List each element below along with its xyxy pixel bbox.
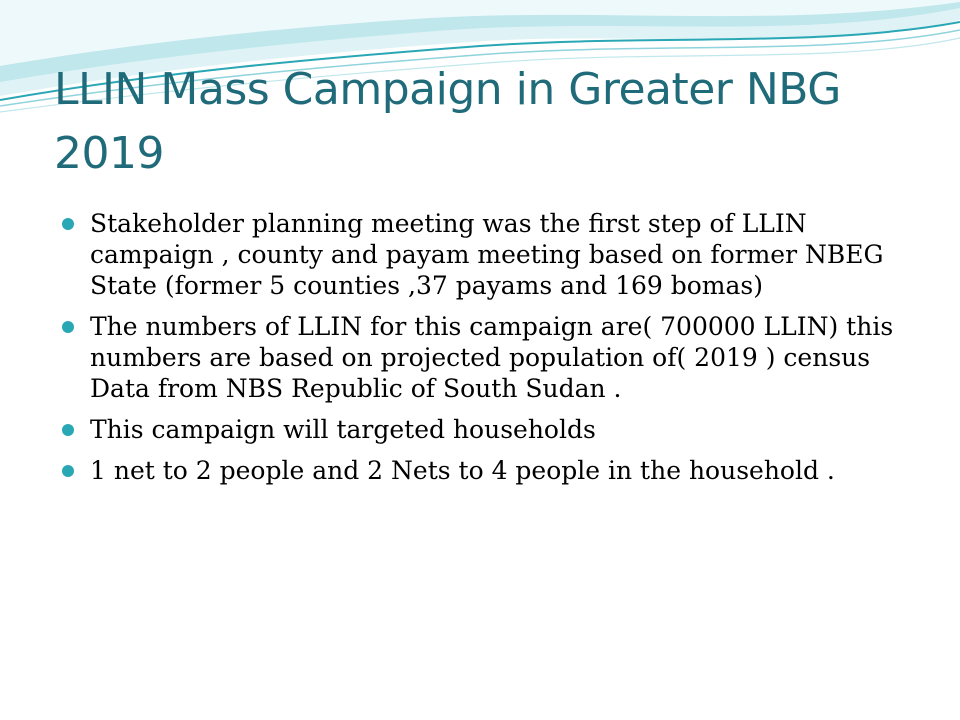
bullet-text: This campaign will targeted households [90, 415, 596, 444]
bullet-icon [62, 424, 74, 436]
bullet-icon [62, 321, 74, 333]
bullet-icon [62, 218, 74, 230]
bullet-text: Stakeholder planning meeting was the first step of LLIN campaign , county and payam meeting based on former NBEG State (former 5 counties ,37 payams and 169 bomas) [90, 209, 884, 300]
bullet-item [62, 311, 912, 404]
bullet-item [62, 208, 912, 301]
slide-title: LLIN Mass Campaign in Greater NBG 2019 [54, 64, 841, 179]
bullet-list [62, 208, 912, 496]
bullet-item [62, 414, 912, 445]
bullet-item [62, 455, 912, 486]
bullet-icon [62, 465, 74, 477]
bullet-text: The numbers of LLIN for this campaign are( 700000 LLIN) this numbers are based on projected population of( 2019 ) census Data from NBS Republic of South Sudan . [90, 312, 894, 403]
bullet-text: 1 net to 2 people and 2 Nets to 4 people in the household . [90, 456, 835, 485]
